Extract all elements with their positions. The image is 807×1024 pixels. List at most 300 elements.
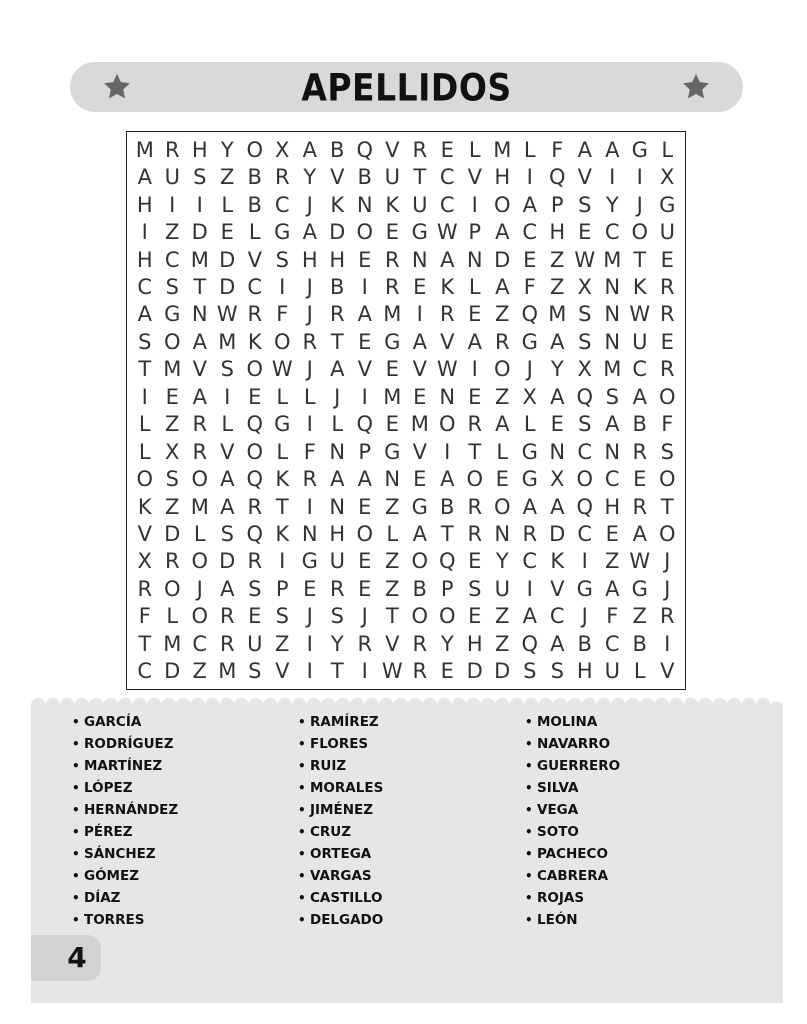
grid-letter: S: [275, 604, 289, 629]
grid-letter: E: [413, 274, 427, 299]
grid-letter: P: [275, 576, 289, 601]
grid-letter: I: [224, 384, 231, 409]
grid-letter: Z: [495, 631, 510, 656]
grid-letter: N: [411, 247, 428, 272]
grid-letter: J: [306, 604, 313, 629]
word-list-item: • RUIZ: [298, 755, 383, 777]
grid-letter: C: [604, 631, 620, 656]
grid-letter: E: [385, 220, 399, 245]
word-list-item: • CRUZ: [298, 821, 383, 843]
grid-letter: O: [466, 467, 484, 492]
word-list-item: • ORTEGA: [298, 843, 383, 865]
grid-letter: A: [192, 384, 207, 409]
grid-letter: B: [330, 274, 345, 299]
grid-letter: Y: [303, 165, 317, 190]
grid-letter: B: [632, 631, 647, 656]
grid-letter: C: [549, 604, 565, 629]
grid-letter: A: [357, 467, 372, 492]
grid-letter: R: [219, 631, 235, 656]
grid-letter: A: [302, 220, 317, 245]
grid-letter: N: [191, 302, 208, 327]
grid-letter: I: [306, 494, 313, 519]
grid-letter: R: [137, 576, 153, 601]
word-list-item: • TORRES: [72, 909, 178, 931]
grid-letter: O: [411, 549, 429, 574]
grid-letter: H: [301, 247, 318, 272]
grid-letter: H: [136, 192, 153, 217]
grid-letter: C: [522, 220, 538, 245]
grid-letter: X: [550, 467, 565, 492]
grid-letter: S: [220, 522, 234, 547]
grid-letter: J: [581, 604, 588, 629]
grid-letter: D: [494, 247, 511, 272]
word-list-item: • GARCÍA: [72, 711, 178, 733]
grid-letter: H: [576, 659, 593, 684]
grid-letter: W: [216, 302, 238, 327]
grid-letter: O: [658, 467, 676, 492]
grid-letter: E: [468, 549, 482, 574]
grid-letter: T: [468, 439, 482, 464]
grid-letter: T: [385, 604, 399, 629]
grid-letter: M: [548, 302, 567, 327]
grid-letter: B: [247, 192, 262, 217]
grid-letter: N: [604, 302, 621, 327]
grid-letter: G: [521, 467, 538, 492]
grid-letter: E: [220, 220, 234, 245]
grid-letter: A: [220, 467, 235, 492]
grid-letter: U: [632, 329, 648, 354]
grid-letter: U: [164, 165, 180, 190]
grid-letter: L: [633, 659, 646, 684]
grid-letter: Z: [605, 549, 620, 574]
grid-letter: O: [658, 384, 676, 409]
grid-letter: E: [413, 467, 427, 492]
grid-letter: E: [358, 549, 372, 574]
grid-letter: R: [302, 329, 318, 354]
word-list-item: • RAMÍREZ: [298, 711, 383, 733]
grid-letter: Q: [521, 631, 539, 656]
grid-letter: Q: [246, 412, 264, 437]
grid-letter: I: [141, 384, 148, 409]
grid-letter: M: [218, 329, 237, 354]
grid-letter: V: [412, 357, 427, 382]
grid-letter: J: [636, 192, 643, 217]
grid-letter: I: [306, 659, 313, 684]
grid-letter: K: [385, 192, 400, 217]
grid-letter: O: [438, 412, 456, 437]
grid-letter: A: [495, 220, 510, 245]
grid-letter: W: [629, 302, 651, 327]
grid-letter: A: [467, 329, 482, 354]
grid-letter: I: [361, 384, 368, 409]
grid-letter: I: [306, 631, 313, 656]
grid-letter: O: [191, 549, 209, 574]
grid-letter: I: [306, 412, 313, 437]
grid-letter: D: [329, 220, 346, 245]
grid-letter: K: [247, 329, 262, 354]
grid-letter: V: [275, 659, 290, 684]
grid-letter: W: [271, 357, 293, 382]
grid-letter: G: [521, 329, 538, 354]
grid-letter: G: [274, 220, 291, 245]
word-list-item: • GUERRERO: [525, 755, 620, 777]
grid-letter: D: [164, 659, 181, 684]
grid-letter: T: [330, 329, 344, 354]
word-list-item: • JIMÉNEZ: [298, 799, 383, 821]
grid-letter: S: [275, 247, 289, 272]
grid-letter: V: [660, 659, 675, 684]
grid-letter: Q: [356, 137, 374, 162]
grid-letter: F: [276, 302, 289, 327]
grid-letter: F: [661, 412, 674, 437]
grid-letter: Z: [550, 274, 565, 299]
grid-letter: E: [468, 384, 482, 409]
grid-letter: R: [384, 247, 400, 272]
grid-letter: A: [137, 302, 152, 327]
grid-letter: R: [412, 137, 428, 162]
grid-letter: Z: [385, 576, 400, 601]
grid-letter: E: [248, 604, 262, 629]
grid-letter: G: [576, 576, 593, 601]
grid-letter: G: [384, 439, 401, 464]
grid-letter: M: [163, 357, 182, 382]
grid-letter: S: [578, 329, 592, 354]
grid-letter: E: [468, 302, 482, 327]
grid-letter: O: [356, 220, 374, 245]
grid-letter: E: [358, 494, 372, 519]
grid-letter: R: [632, 494, 648, 519]
grid-letter: J: [361, 604, 368, 629]
grid-letter: H: [329, 247, 346, 272]
grid-letter: A: [522, 192, 537, 217]
grid-letter: C: [577, 522, 593, 547]
grid-letter: Y: [330, 631, 344, 656]
word-list-item: • CABRERA: [525, 865, 620, 887]
grid-letter: A: [440, 247, 455, 272]
grid-letter: E: [358, 247, 372, 272]
grid-letter: N: [439, 384, 456, 409]
grid-letter: M: [410, 412, 429, 437]
grid-letter: N: [494, 522, 511, 547]
grid-letter: D: [494, 659, 511, 684]
grid-letter: J: [306, 274, 313, 299]
grid-letter: D: [219, 247, 236, 272]
grid-letter: B: [577, 631, 592, 656]
grid-letter: R: [192, 439, 208, 464]
grid-letter: L: [138, 439, 151, 464]
grid-letter: Y: [550, 357, 564, 382]
grid-letter: N: [329, 494, 346, 519]
grid-letter: E: [358, 576, 372, 601]
word-list-item: • MARTÍNEZ: [72, 755, 178, 777]
grid-letter: V: [467, 165, 482, 190]
grid-letter: V: [247, 247, 262, 272]
grid-letter: L: [331, 412, 344, 437]
grid-letter: I: [471, 192, 478, 217]
grid-letter: Z: [165, 220, 180, 245]
word-list-item: • LEÓN: [525, 909, 620, 931]
grid-letter: Z: [632, 604, 647, 629]
grid-letter: R: [467, 522, 483, 547]
word-list-item: • DÍAZ: [72, 887, 178, 909]
grid-letter: N: [384, 467, 401, 492]
grid-letter: X: [137, 549, 152, 574]
grid-letter: G: [631, 137, 648, 162]
grid-letter: O: [631, 220, 649, 245]
grid-letter: R: [412, 631, 428, 656]
grid-letter: G: [301, 549, 318, 574]
grid-letter: D: [191, 220, 208, 245]
grid-letter: K: [137, 494, 152, 519]
grid-letter: Y: [605, 192, 619, 217]
grid-letter: E: [660, 329, 674, 354]
grid-letter: L: [496, 439, 509, 464]
grid-letter: A: [220, 494, 235, 519]
grid-letter: L: [523, 412, 536, 437]
grid-letter: V: [357, 357, 372, 382]
grid-letter: R: [412, 659, 428, 684]
grid-letter: W: [381, 659, 403, 684]
grid-letter: C: [137, 659, 153, 684]
grid-letter: D: [549, 522, 566, 547]
grid-letter: E: [605, 522, 619, 547]
grid-letter: A: [550, 631, 565, 656]
grid-letter: E: [358, 329, 372, 354]
grid-letter: V: [577, 165, 592, 190]
grid-letter: A: [302, 137, 317, 162]
grid-letter: H: [329, 522, 346, 547]
grid-letter: F: [551, 137, 564, 162]
word-list-item: • FLORES: [298, 733, 383, 755]
grid-letter: O: [246, 439, 264, 464]
word-list-item: • VARGAS: [298, 865, 383, 887]
grid-letter: F: [606, 604, 619, 629]
word-list-item: • SÁNCHEZ: [72, 843, 178, 865]
grid-letter: A: [192, 329, 207, 354]
grid-letter: K: [275, 467, 290, 492]
grid-letter: R: [357, 631, 373, 656]
grid-letter: I: [526, 576, 533, 601]
grid-letter: G: [384, 329, 401, 354]
grid-letter: C: [247, 274, 263, 299]
grid-letter: P: [550, 192, 564, 217]
grid-letter: U: [659, 220, 675, 245]
grid-letter: A: [632, 522, 647, 547]
grid-letter: N: [549, 439, 566, 464]
grid-letter: A: [605, 576, 620, 601]
grid-letter: R: [467, 412, 483, 437]
grid-letter: I: [471, 357, 478, 382]
grid-letter: A: [330, 357, 345, 382]
word-list-item: • MORALES: [298, 777, 383, 799]
grid-letter: A: [605, 137, 620, 162]
grid-letter: S: [248, 659, 262, 684]
grid-letter: C: [522, 549, 538, 574]
grid-letter: V: [137, 522, 152, 547]
grid-letter: A: [522, 604, 537, 629]
grid-letter: D: [219, 549, 236, 574]
grid-letter: O: [493, 357, 511, 382]
grid-letter: O: [191, 467, 209, 492]
grid-letter: S: [578, 302, 592, 327]
grid-letter: S: [193, 165, 207, 190]
grid-letter: I: [279, 274, 286, 299]
grid-letter: Q: [576, 384, 594, 409]
word-search-grid: [126, 131, 686, 690]
grid-letter: R: [384, 274, 400, 299]
grid-letter: S: [165, 467, 179, 492]
grid-letter: A: [357, 302, 372, 327]
grid-letter: B: [247, 165, 262, 190]
grid-letter: Z: [550, 247, 565, 272]
grid-letter: L: [468, 274, 481, 299]
grid-letter: R: [164, 549, 180, 574]
grid-letter: V: [550, 576, 565, 601]
grid-letter: E: [413, 384, 427, 409]
grid-letter: U: [494, 576, 510, 601]
grid-letter: E: [303, 576, 317, 601]
grid-letter: S: [220, 357, 234, 382]
grid-letter: Q: [356, 412, 374, 437]
grid-letter: W: [436, 357, 458, 382]
grid-letter: O: [136, 467, 154, 492]
grid-letter: E: [468, 604, 482, 629]
word-list-item: • NAVARRO: [525, 733, 620, 755]
grid-letter: X: [577, 274, 592, 299]
grid-letter: R: [659, 357, 675, 382]
grid-letter: Z: [165, 494, 180, 519]
grid-letter: S: [523, 659, 537, 684]
title-banner: [70, 62, 743, 112]
grid-letter: G: [274, 412, 291, 437]
grid-letter: L: [276, 384, 289, 409]
grid-letter: J: [196, 576, 203, 601]
grid-letter: R: [659, 604, 675, 629]
grid-letter: A: [550, 329, 565, 354]
grid-letter: R: [164, 137, 180, 162]
grid-letter: J: [334, 384, 341, 409]
grid-letter: Z: [275, 631, 290, 656]
grid-letter: O: [356, 522, 374, 547]
grid-letter: L: [386, 522, 399, 547]
grid-letter: Y: [440, 631, 454, 656]
word-column-3: [525, 711, 620, 931]
grid-letter: G: [659, 192, 676, 217]
grid-letter: D: [164, 522, 181, 547]
page-number: 4: [67, 941, 87, 974]
grid-letter: J: [526, 357, 533, 382]
grid-letter: R: [192, 412, 208, 437]
grid-letter: O: [658, 522, 676, 547]
grid-letter: B: [632, 412, 647, 437]
grid-letter: Z: [192, 659, 207, 684]
grid-letter: N: [604, 329, 621, 354]
grid-letter: C: [439, 165, 455, 190]
grid-letter: C: [632, 357, 648, 382]
grid-letter: I: [526, 165, 533, 190]
grid-letter: Q: [576, 494, 594, 519]
grid-letter: X: [660, 165, 675, 190]
grid-letter: Z: [385, 549, 400, 574]
grid-letter: O: [246, 137, 264, 162]
grid-letter: R: [522, 522, 538, 547]
grid-letter: C: [164, 247, 180, 272]
grid-letter: L: [221, 192, 234, 217]
letter-grid: [131, 136, 681, 685]
grid-letter: V: [330, 165, 345, 190]
word-column-2: [298, 711, 383, 931]
grid-letter: E: [495, 467, 509, 492]
grid-letter: Q: [548, 165, 566, 190]
word-list-item: • CASTILLO: [298, 887, 383, 909]
grid-letter: R: [632, 439, 648, 464]
grid-letter: B: [330, 137, 345, 162]
grid-letter: H: [191, 137, 208, 162]
grid-letter: J: [306, 192, 313, 217]
grid-letter: H: [604, 494, 621, 519]
grid-letter: T: [413, 165, 427, 190]
grid-letter: R: [302, 467, 318, 492]
grid-letter: V: [440, 329, 455, 354]
grid-letter: I: [609, 165, 616, 190]
grid-letter: C: [577, 439, 593, 464]
grid-letter: E: [248, 384, 262, 409]
grid-letter: S: [578, 192, 592, 217]
grid-letter: F: [303, 439, 316, 464]
grid-letter: C: [192, 631, 208, 656]
word-column-1: [72, 711, 178, 931]
grid-letter: S: [660, 439, 674, 464]
word-list-item: • MOLINA: [525, 711, 620, 733]
grid-letter: T: [330, 659, 344, 684]
page-title: APELLIDOS: [301, 65, 512, 110]
grid-letter: Z: [165, 412, 180, 437]
grid-letter: I: [636, 165, 643, 190]
grid-letter: R: [219, 604, 235, 629]
word-list-item: • HERNÁNDEZ: [72, 799, 178, 821]
grid-letter: U: [247, 631, 263, 656]
grid-letter: E: [523, 247, 537, 272]
grid-letter: J: [306, 357, 313, 382]
grid-letter: X: [522, 384, 537, 409]
grid-letter: S: [578, 412, 592, 437]
grid-letter: O: [576, 467, 594, 492]
grid-letter: C: [604, 220, 620, 245]
grid-letter: A: [550, 494, 565, 519]
grid-letter: H: [136, 247, 153, 272]
grid-letter: K: [550, 549, 565, 574]
grid-letter: T: [633, 247, 647, 272]
grid-letter: K: [440, 274, 455, 299]
grid-letter: O: [163, 576, 181, 601]
grid-letter: L: [166, 604, 179, 629]
grid-letter: G: [164, 302, 181, 327]
grid-letter: P: [440, 576, 454, 601]
grid-letter: L: [248, 220, 261, 245]
word-list-item: • GÓMEZ: [72, 865, 178, 887]
grid-letter: T: [138, 631, 152, 656]
grid-letter: I: [169, 192, 176, 217]
grid-letter: M: [218, 659, 237, 684]
grid-letter: S: [468, 576, 482, 601]
grid-letter: I: [664, 631, 671, 656]
grid-letter: V: [192, 357, 207, 382]
word-list-item: • RODRÍGUEZ: [72, 733, 178, 755]
grid-letter: L: [193, 522, 206, 547]
grid-letter: U: [329, 549, 345, 574]
grid-letter: K: [275, 522, 290, 547]
grid-letter: Q: [246, 467, 264, 492]
